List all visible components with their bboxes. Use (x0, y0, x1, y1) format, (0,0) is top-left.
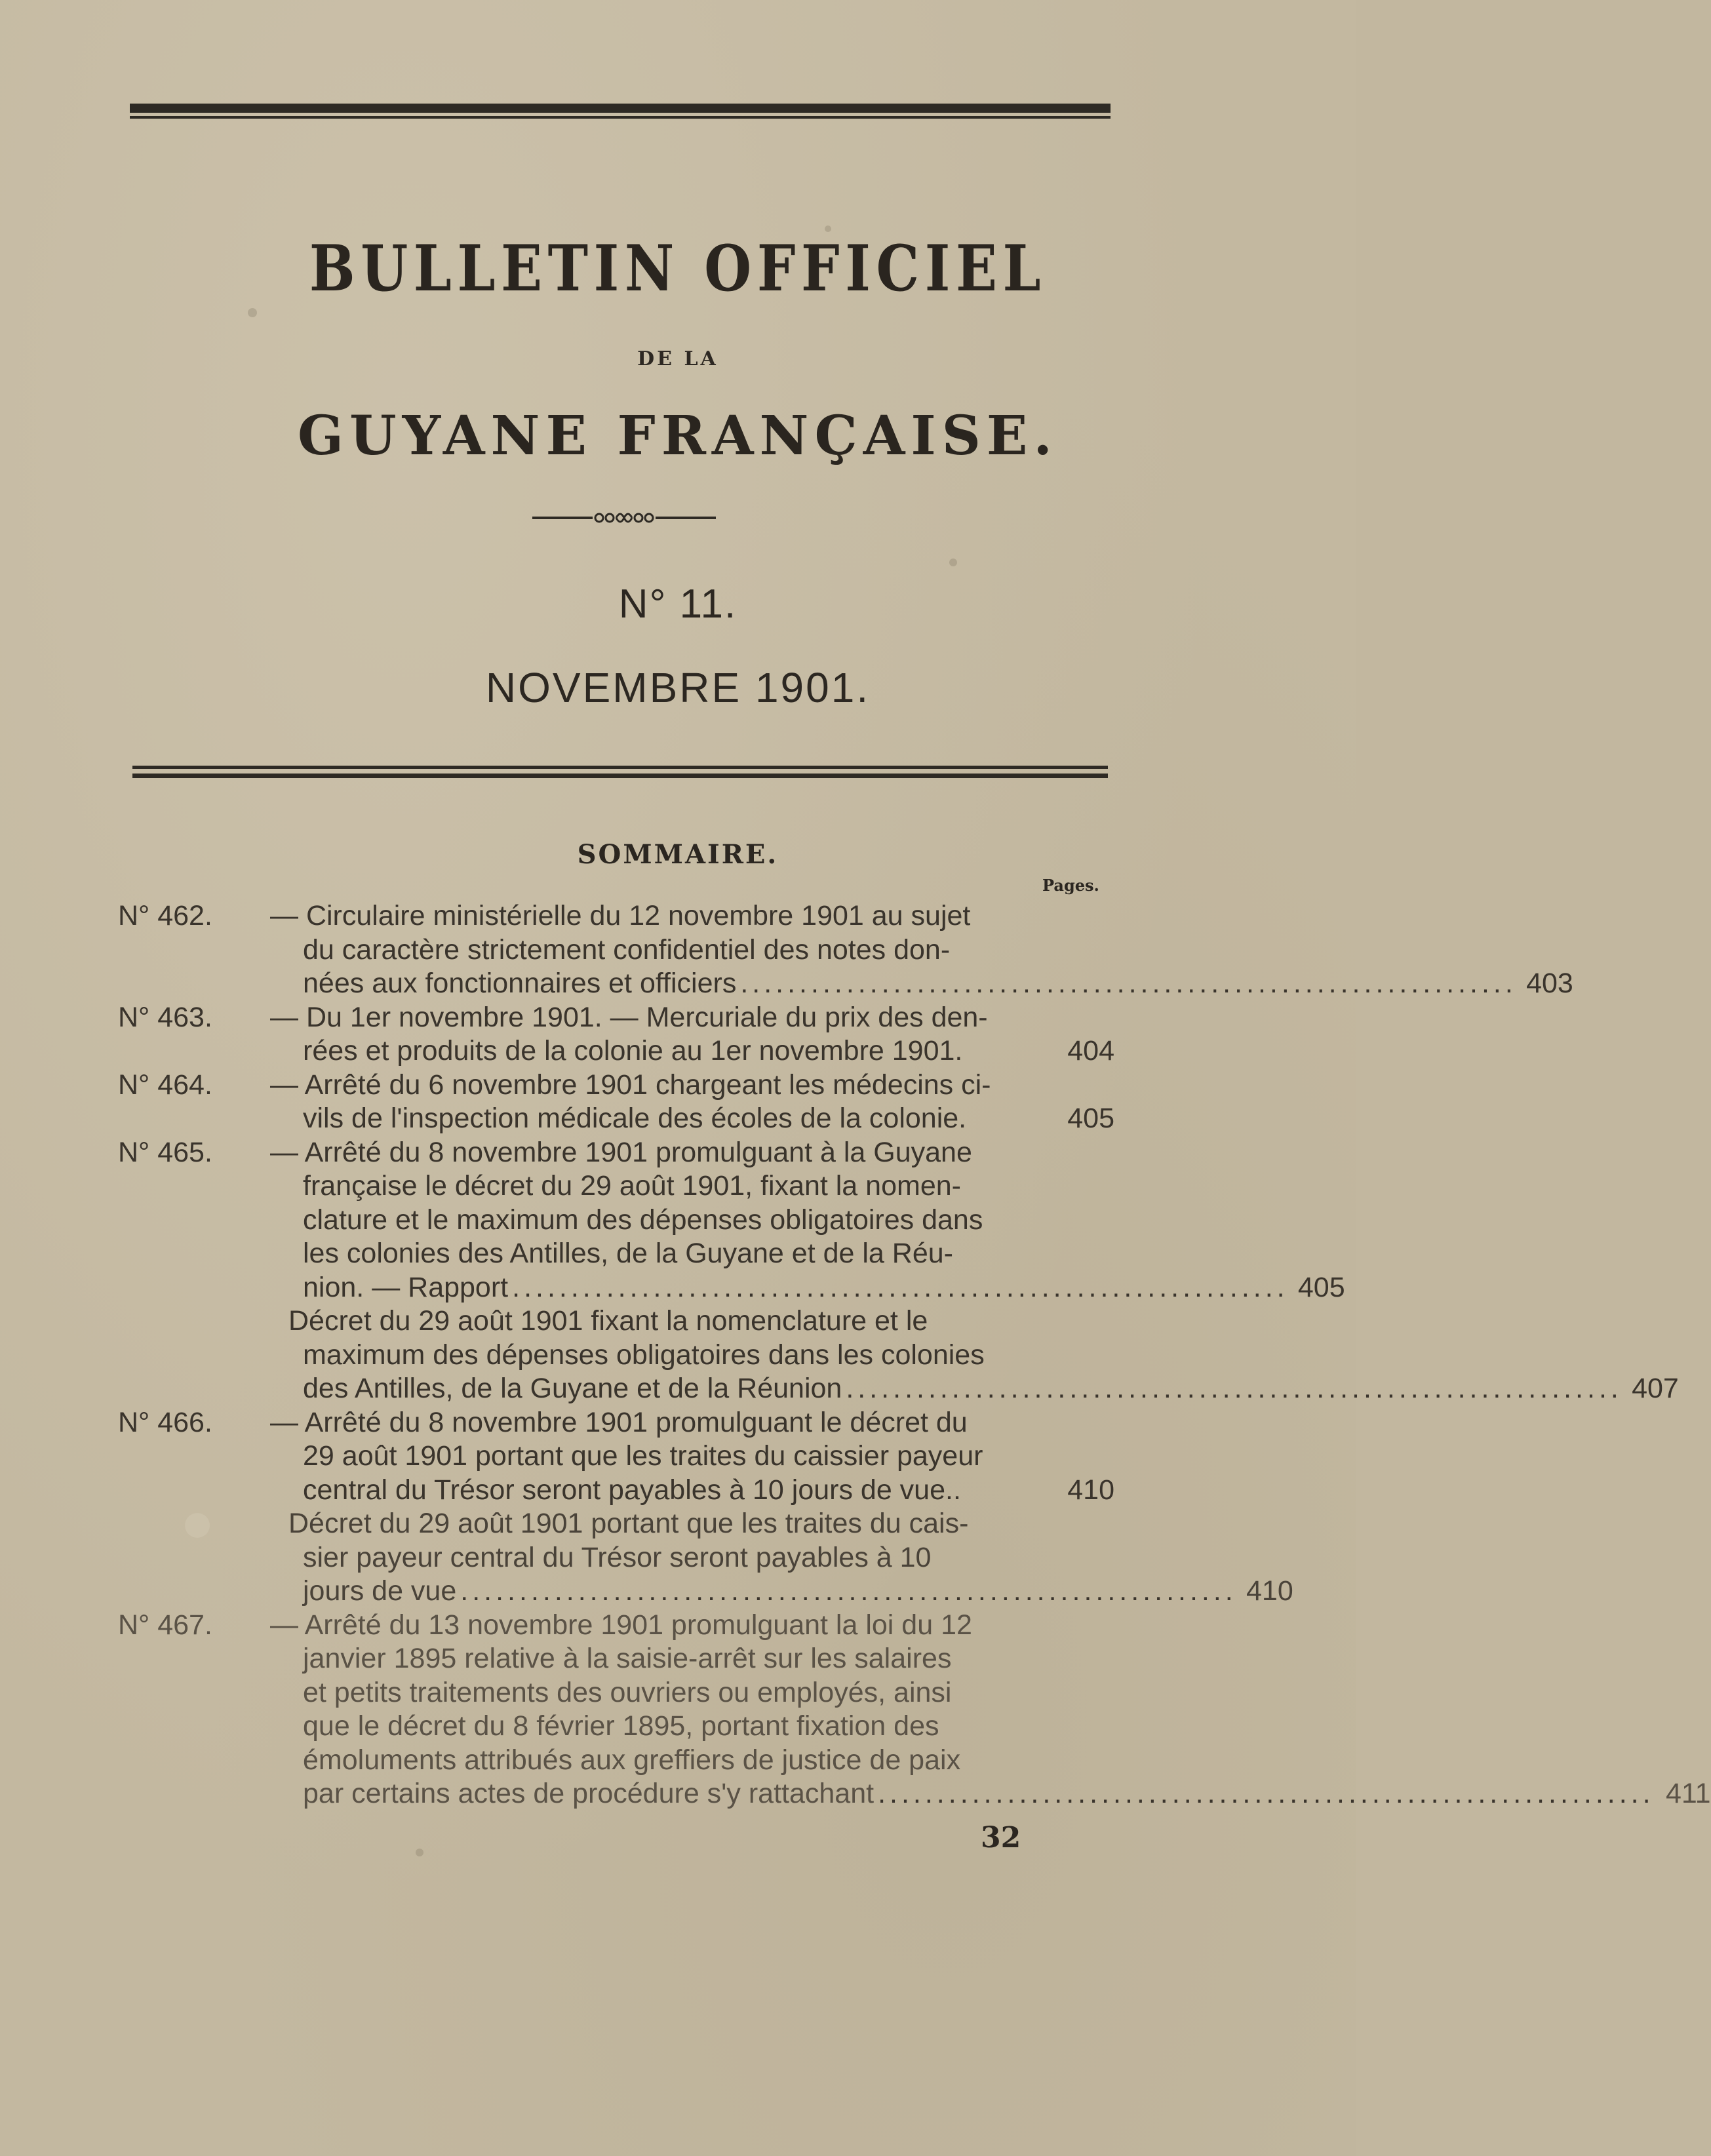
entry-line: — Arrêté du 8 novembre 1901 promulguant le décret du (270, 1406, 968, 1438)
entry-number: N° 465. (118, 1136, 212, 1168)
entry-line: émoluments attribués aux greffiers de justice de paix (303, 1744, 961, 1776)
entry-page: 405 (1067, 1103, 1114, 1134)
leader-dots: .................................................................. (512, 1271, 1289, 1303)
paper-spot (248, 308, 257, 317)
entry-line: — Arrêté du 13 novembre 1901 promulguant la loi du 12 (270, 1609, 972, 1641)
entry-line: rées et produits de la colonie au 1er novembre 1901. (303, 1035, 963, 1067)
entry-page: 405 (1297, 1271, 1345, 1303)
entry-line: française le décret du 29 août 1901, fixant la nomen- (303, 1170, 961, 1202)
entry-line: central du Trésor seront payables à 10 jours de vue.. (303, 1474, 961, 1506)
leader-dots: .................................................................. (846, 1373, 1622, 1404)
entry-line: 29 août 1901 portant que les traites du caissier payeur (303, 1440, 983, 1472)
entry-line: janvier 1895 relative à la saisie-arrêt sur les salaires (303, 1643, 952, 1674)
entry-line: maximum des dépenses obligatoires dans les colonies (303, 1339, 985, 1371)
leader-dots: .................................................................. (460, 1575, 1237, 1607)
entry-page: 410 (1067, 1474, 1114, 1506)
entry-number: N° 467. (118, 1609, 212, 1641)
entry-page: 411 (1666, 1778, 1711, 1809)
signature-mark: 32 (981, 1821, 1021, 1854)
entry-line: Décret du 29 août 1901 portant que les traites du cais- (288, 1508, 969, 1539)
entry-line: — Arrêté du 6 novembre 1901 chargeant les médecins ci- (270, 1068, 991, 1101)
pages-column-label: Pages. (1042, 876, 1099, 895)
toc-subentry (288, 1507, 1293, 1609)
leader-dots: .................................................................. (740, 968, 1517, 999)
entry-line: jours de vue (303, 1575, 457, 1607)
toc-entry (118, 1001, 1114, 1068)
title-connector: DE LA (637, 347, 718, 370)
entry-line: nées aux fonctionnaires et officiers (303, 968, 737, 999)
entry-line: Décret du 29 août 1901 fixant la nomenclature et le (288, 1305, 928, 1337)
top-rule (130, 104, 1111, 121)
toc-entry (118, 1406, 1293, 1609)
entry-line: clature et le maximum des dépenses obligatoires dans (303, 1204, 983, 1236)
entry-line: — Du 1er novembre 1901. — Mercuriale du prix des den- (270, 1001, 988, 1033)
entry-number: N° 463. (118, 1001, 212, 1033)
colony-title: GUYANE FRANÇAISE. (298, 404, 1058, 467)
entry-number: N° 462. (118, 900, 212, 931)
entry-line: — Circulaire ministérielle du 12 novembre 1901 au sujet (270, 900, 971, 931)
entry-line: nion. — Rapport (303, 1271, 509, 1303)
sommaire-heading: SOMMAIRE. (577, 839, 779, 870)
ornament-divider (532, 505, 716, 531)
entry-line: les colonies des Antilles, de la Guyane et de la Réu- (303, 1238, 953, 1269)
entry-page: 407 (1632, 1373, 1679, 1404)
toc-entry (118, 1136, 1679, 1406)
entry-number: N° 464. (118, 1068, 212, 1101)
entry-line: — Arrêté du 8 novembre 1901 promulguant à la Guyane (270, 1136, 972, 1168)
entry-page: 404 (1067, 1035, 1114, 1067)
entry-line: vils de l'inspection médicale des écoles de la colonie. (303, 1103, 967, 1134)
paper-spot (949, 559, 957, 566)
paper-spot (416, 1849, 423, 1856)
entry-line: que le décret du 8 février 1895, portant fixation des (303, 1710, 939, 1742)
toc-entry (118, 899, 1573, 1001)
toc-subentry (288, 1304, 1679, 1406)
entry-line: sier payeur central du Trésor seront payables à 10 (303, 1541, 932, 1573)
bulletin-title: BULLETIN OFFICIEL (309, 231, 1047, 305)
entry-line: des Antilles, de la Guyane et de la Réunion (303, 1373, 842, 1404)
entry-line: et petits traitements des ouvriers ou employés, ainsi (303, 1676, 952, 1708)
toc-entry (118, 1068, 1114, 1136)
issue-month: NOVEMBRE 1901. (485, 664, 871, 711)
entry-line: du caractère strictement confidentiel des notes don- (303, 933, 951, 966)
leader-dots: .................................................................. (878, 1778, 1655, 1809)
entry-number: N° 466. (118, 1406, 212, 1438)
double-rule (132, 766, 1108, 783)
table-of-contents (118, 899, 1711, 1811)
entry-page: 410 (1246, 1575, 1293, 1607)
entry-page: 403 (1526, 968, 1573, 999)
entry-line: par certains actes de procédure s'y rattachant (303, 1778, 875, 1809)
issue-number: N° 11. (618, 581, 738, 627)
toc-entry (118, 1609, 1711, 1811)
